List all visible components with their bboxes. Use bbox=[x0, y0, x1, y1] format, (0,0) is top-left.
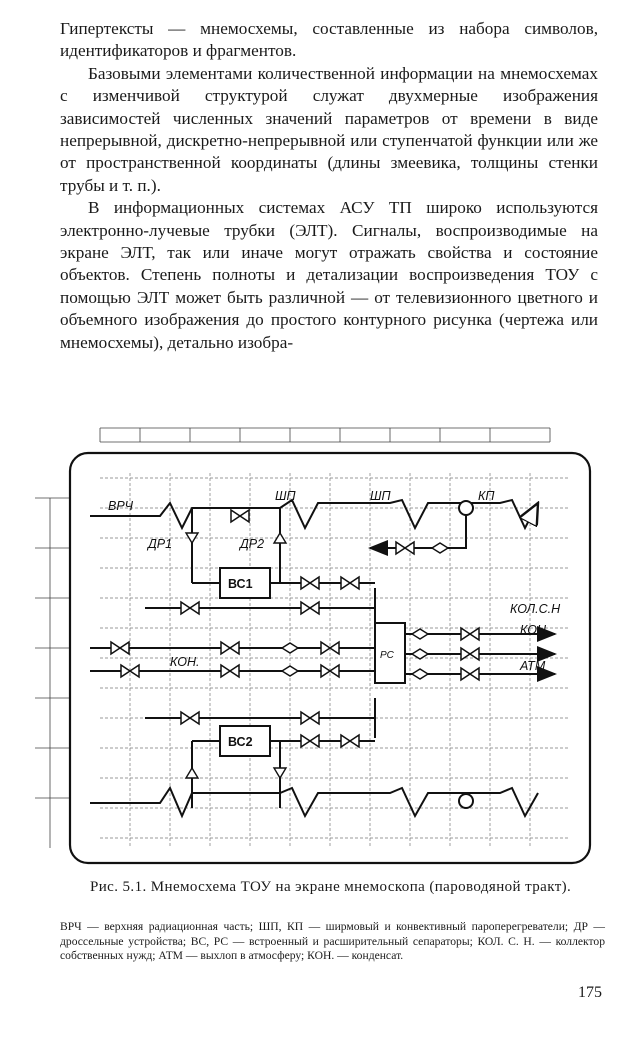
label-dr2: ДР2 bbox=[240, 537, 265, 551]
label-kp: КП bbox=[478, 489, 495, 503]
paragraph-1: Гипертексты — мнемосхемы, составленные из набора символов, идентификаторов и фрагментов. bbox=[60, 19, 598, 61]
figure-legend: ВРЧ — верхняя радиационная часть; ШП, КП — ширмовый и конвективный пароперегреватели; ДР — дроссельные устройства; ВС, РС — встроенный и расширительный сепараторы; КОЛ. С. Н. — коллектор собственных нужд; АТМ — выхлоп в атмосферу; КОН. — конденсат. bbox=[60, 920, 605, 962]
label-atm: АТМ bbox=[520, 659, 546, 673]
label-dr1: ДР1 bbox=[148, 537, 173, 551]
label-shp-2: ШП bbox=[370, 489, 391, 503]
label-vrch: ВРЧ bbox=[108, 499, 134, 513]
label-vs2: ВС2 bbox=[228, 735, 253, 749]
page-number: 175 bbox=[578, 984, 602, 1001]
paragraph-2: Базовыми элементами количественной информации на мнемосхемах с изменчивой структурой служат двухмерные изображения зависимостей численных значений параметров от времени в виде непрерывной, дискретно-непрерывной или ступенчатой функции или же от пространственной координаты (длины змеевика, толщины стенки трубы и т. п.). bbox=[60, 63, 598, 195]
label-vs1: ВС1 bbox=[228, 577, 253, 591]
figure-caption: Рис. 5.1. Мнемосхема ТОУ на экране мнемоскопа (пароводяной тракт). bbox=[90, 879, 572, 895]
mnemonic-diagram bbox=[30, 408, 610, 878]
paragraph-3: В информационных системах АСУ ТП широко используются электронно-лучевые трубки (ЭЛТ). Сигналы, воспроизводимые на экране ЭЛТ, так или иначе могут отражать свойства и состояние объектов. Степень полноты и детализации воспроизведения ТОУ с помощью ЭЛТ может быть различной — от телевизионного цветного и объемного изображения до простого контурного рисунка (чертежа или мнемосхемы), детально изобра- bbox=[60, 198, 598, 352]
label-rs: РС bbox=[380, 650, 394, 661]
label-kol-sn: КОЛ.С.Н bbox=[510, 602, 561, 616]
label-shp-1: ШП bbox=[275, 489, 296, 503]
label-kon-right: КОН. bbox=[520, 623, 550, 637]
label-kon-left: КОН. bbox=[170, 655, 200, 669]
body-text bbox=[60, 18, 598, 354]
mnemonic-diagram-figure bbox=[30, 408, 610, 878]
